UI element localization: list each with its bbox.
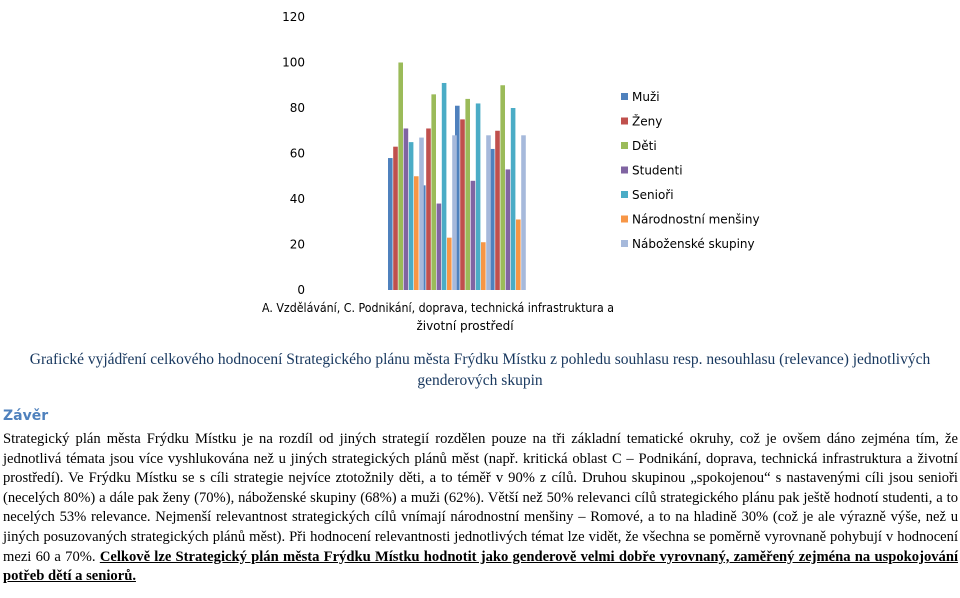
- bar-Senioři: [442, 83, 447, 290]
- bar-Studenti: [404, 128, 409, 290]
- y-tick-label: 60: [289, 146, 305, 161]
- bar-Ženy: [495, 131, 500, 290]
- legend-swatch: [621, 93, 628, 100]
- legend-swatch: [621, 118, 628, 125]
- legend-swatch: [621, 191, 628, 198]
- bar-Senioři: [511, 108, 516, 290]
- bar-Ženy: [460, 119, 465, 290]
- bar-Národnostní menšiny: [516, 219, 521, 290]
- x-category-label: A. Vzdělávání, C. Podnikání, doprava, technická infrastruktura a: [262, 301, 614, 315]
- y-tick-label: 120: [282, 10, 305, 24]
- bar-Studenti: [437, 204, 442, 290]
- x-category-label: životní prostředí: [416, 319, 514, 333]
- legend-label: Senioři: [632, 188, 674, 202]
- bar-Muži: [388, 158, 393, 290]
- legend-label: Muži: [632, 90, 660, 104]
- bar-Senioři: [476, 103, 481, 290]
- y-tick-label: 0: [297, 283, 305, 297]
- bar-Děti: [398, 63, 403, 291]
- legend-label: Studenti: [632, 163, 683, 178]
- conclusion-text: Strategický plán města Frýdku Místku je na rozdíl od jiných strategií rozdělen pouze na tři základní tematické okruhy, což je ovšem dáno zejména tím, že jednotlivá témata jsou více vyshlukována než u jiných strategických plánů měst (např. kritická oblast C – Podnikání, doprava, technická infrastruktura a životní prostředí). Ve Frýdku Místku se s cíli strategie nejvíce ztotožnily děti, a to téměř v 90% z cílů. Druhou skupinou „spokojenou“ s nastavenými cíli jsou senioři (necelých 80%) a dále pak ženy (70%), náboženské skupiny (68%) a muži (62%). Větší než 50% relevanci cílů strategického plánu pak ještě hodnotí studenti, a to necelých 53% relevance. Nejmenší relevantnost strategických cílů vnímají národnostní menšiny – Romové, a to na hladině 30% (což je ale výrazně výše, než u jiných posuzovaných strategických plánů měst). Při hodnocení relevantnosti jednotlivých témat lze vidět, že všechna se poměrně vyrovnaně pohybují v hodnocení mezi 60 a 70%.: [3, 431, 958, 565]
- bar-Náboženské skupiny: [486, 135, 491, 290]
- conclusion-paragraph: [3, 430, 958, 587]
- bar-Náboženské skupiny: [419, 138, 424, 290]
- figure-caption: Grafické vyjádření celkového hodnocení Strategického plánu města Frýdku Místku z pohledu souhlasu resp. nesouhlasu (relevance) jednotlivých genderových skupin: [29, 351, 931, 389]
- bar-Ženy: [426, 128, 431, 290]
- legend-swatch: [621, 142, 628, 149]
- legend-label: Ženy: [632, 114, 663, 129]
- y-tick-label: 40: [289, 192, 305, 206]
- bar-Národnostní menšiny: [414, 176, 419, 290]
- y-tick-label: 80: [289, 101, 305, 115]
- legend-swatch: [621, 240, 628, 247]
- bar-Ženy: [393, 147, 398, 290]
- legend-label: Náboženské skupiny: [632, 237, 755, 251]
- bar-Studenti: [471, 181, 476, 290]
- bar-Národnostní menšiny: [481, 242, 486, 290]
- bar-Děti: [500, 85, 505, 290]
- bar-Národnostní menšiny: [447, 238, 452, 290]
- bar-Náboženské skupiny: [452, 135, 457, 290]
- bar-Děti: [465, 99, 470, 290]
- bar-Studenti: [506, 169, 511, 290]
- y-tick-label: 100: [282, 55, 305, 70]
- legend-label: Národnostní menšiny: [632, 212, 760, 227]
- legend-swatch: [621, 167, 628, 174]
- bar-Senioři: [409, 142, 414, 290]
- bar-Náboženské skupiny: [521, 135, 526, 290]
- conclusion-heading: Závěr: [3, 408, 49, 424]
- legend-swatch: [621, 216, 628, 223]
- bar-Děti: [431, 94, 436, 290]
- legend-label: Děti: [632, 139, 657, 153]
- conclusion-emphasis: Celkově lze Strategický plán města Frýdku Místku hodnotit jako genderově velmi dobře vyrovnaný, zaměřený zejména na uspokojování potřeb dětí a seniorů.: [3, 548, 959, 585]
- y-tick-label: 20: [289, 237, 305, 252]
